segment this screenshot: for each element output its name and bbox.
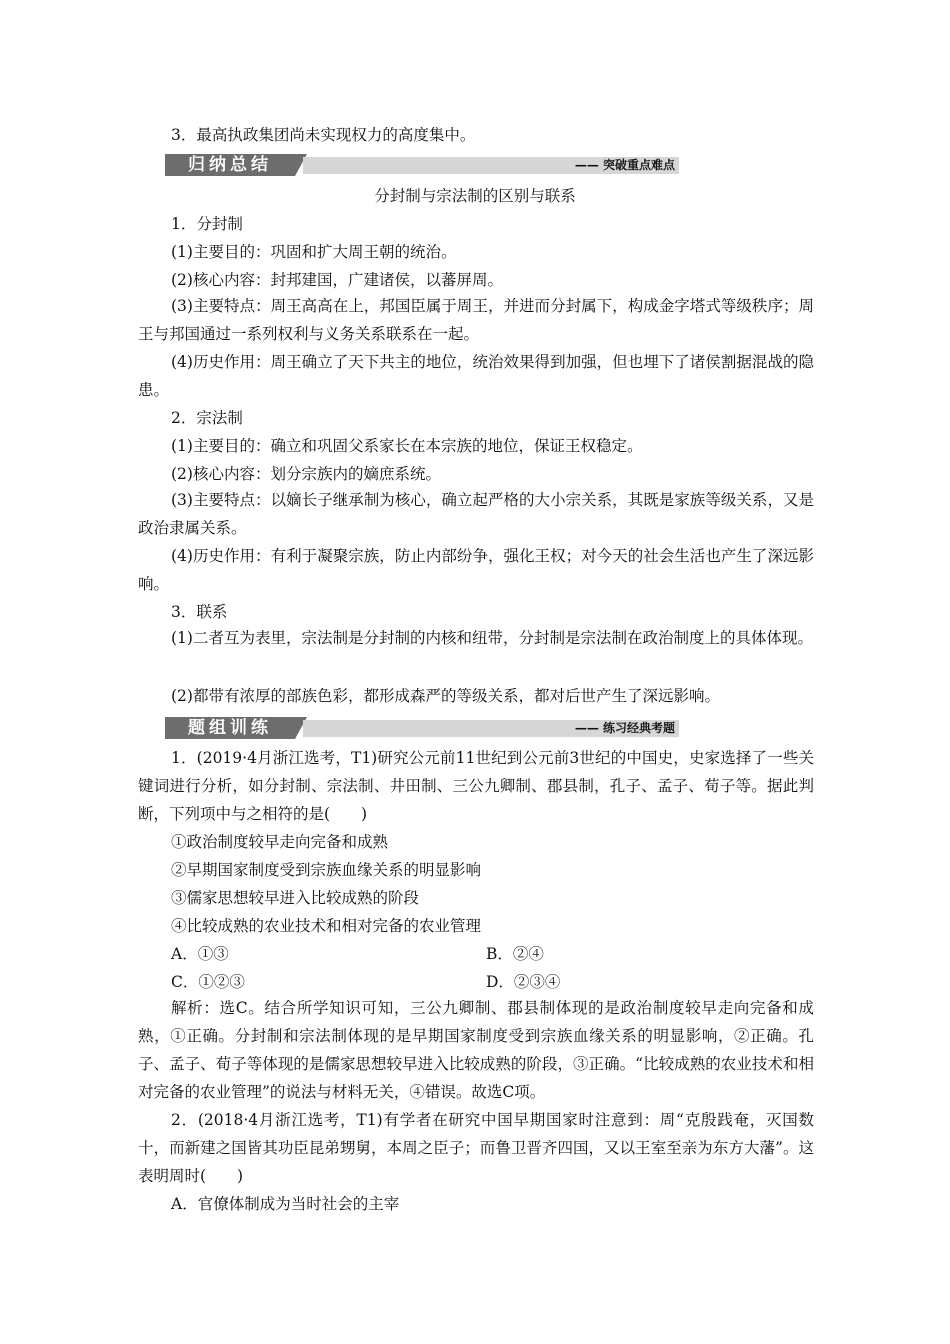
- choice-a: A．①③: [171, 945, 229, 963]
- section-banner-summary: [165, 154, 679, 176]
- text-line: (1)主要目的：巩固和扩大周王朝的统治。: [171, 243, 457, 261]
- text-line: (2)核心内容：划分宗族内的嫡庶系统。: [171, 465, 441, 483]
- paragraph: (4)历史作用：有利于凝聚宗族，防止内部纷争，强化王权；对今天的社会生活也产生了深远影响。: [138, 547, 814, 593]
- option-statement: ②早期国家制度受到宗族血缘关系的明显影响: [171, 861, 482, 879]
- choice-a: A．官僚体制成为当时社会的主宰: [171, 1195, 400, 1213]
- paragraph: (4)历史作用：周王确立了天下共主的地位，统治效果得到加强，但也埋下了诸侯割据混战的隐患。: [138, 353, 814, 399]
- banner-tag: —— 突破重点难点: [574, 158, 675, 172]
- text-line: 3．最高执政集团尚未实现权力的高度集中。: [171, 126, 476, 144]
- text-line: (2)都带有浓厚的部族色彩，都形成森严的等级关系，都对后世产生了深远影响。: [171, 687, 720, 705]
- paragraph: (3)主要特点：以嫡长子继承制为核心，确立起严格的大小宗关系，其既是家族等级关系，又是政治隶属关系。: [138, 491, 814, 537]
- choice-d: D．②③④: [486, 973, 561, 991]
- option-statement: ③儒家思想较早进入比较成熟的阶段: [171, 889, 420, 907]
- text-line: (1)主要目的：确立和巩固父系家长在本宗族的地位，保证王权稳定。: [171, 437, 643, 455]
- option-statement: ①政治制度较早走向完备和成熟: [171, 833, 389, 851]
- banner-tag: —— 练习经典考题: [574, 721, 675, 735]
- heading: 2．宗法制: [171, 409, 243, 427]
- section-title: 分封制与宗法制的区别与联系: [374, 187, 576, 205]
- option-statement: ④比较成熟的农业技术和相对完备的农业管理: [171, 917, 482, 935]
- paragraph: (1)二者互为表里，宗法制是分封制的内核和纽带，分封制是宗法制在政治制度上的具体体现。: [171, 629, 813, 647]
- question-1: 1．(2019·4月浙江选考，T1)研究公元前11世纪到公元前3世纪的中国史，史家选择了一些关键词进行分析，如分封制、宗法制、井田制、三公九卿制、郡县制，孔子、孟子、荀子等。据此判断，下列项中与之相符的是( ): [138, 749, 814, 823]
- heading: 3．联系: [171, 603, 228, 621]
- question-2: 2．(2018·4月浙江选考，T1)有学者在研究中国早期国家时注意到：周“克殷践奄，灭国数十，而新建之国皆其功臣昆弟甥舅，本周之臣子；而鲁卫晋齐四国，又以王室至亲为东方大藩”。这表明周时( ): [138, 1111, 814, 1185]
- banner-title: 归纳总结: [165, 154, 295, 176]
- choice-b: B．②④: [486, 945, 544, 963]
- answer-explanation: 解析：选C。结合所学知识可知，三公九卿制、郡县制体现的是政治制度较早走向完备和成熟，①正确。分封制和宗法制体现的是早期国家制度受到宗族血缘关系的明显影响，②正确。孔子、孟子、荀子等体现的是儒家思想较早进入比较成熟的阶段，③正确。“比较成熟的农业技术和相对完备的农业管理”的说法与材料无关，④错误。故选C项。: [138, 999, 814, 1101]
- heading: 1．分封制: [171, 215, 243, 233]
- banner-title: 题组训练: [165, 717, 295, 739]
- text-line: (2)核心内容：封邦建国，广建诸侯，以蕃屏周。: [171, 271, 503, 289]
- choice-c: C．①②③: [171, 973, 245, 991]
- section-banner-practice: [165, 717, 679, 739]
- paragraph: (3)主要特点：周王高高在上，邦国臣属于周王，并进而分封属下，构成金字塔式等级秩序；周王与邦国通过一系列权利与义务关系联系在一起。: [138, 297, 814, 343]
